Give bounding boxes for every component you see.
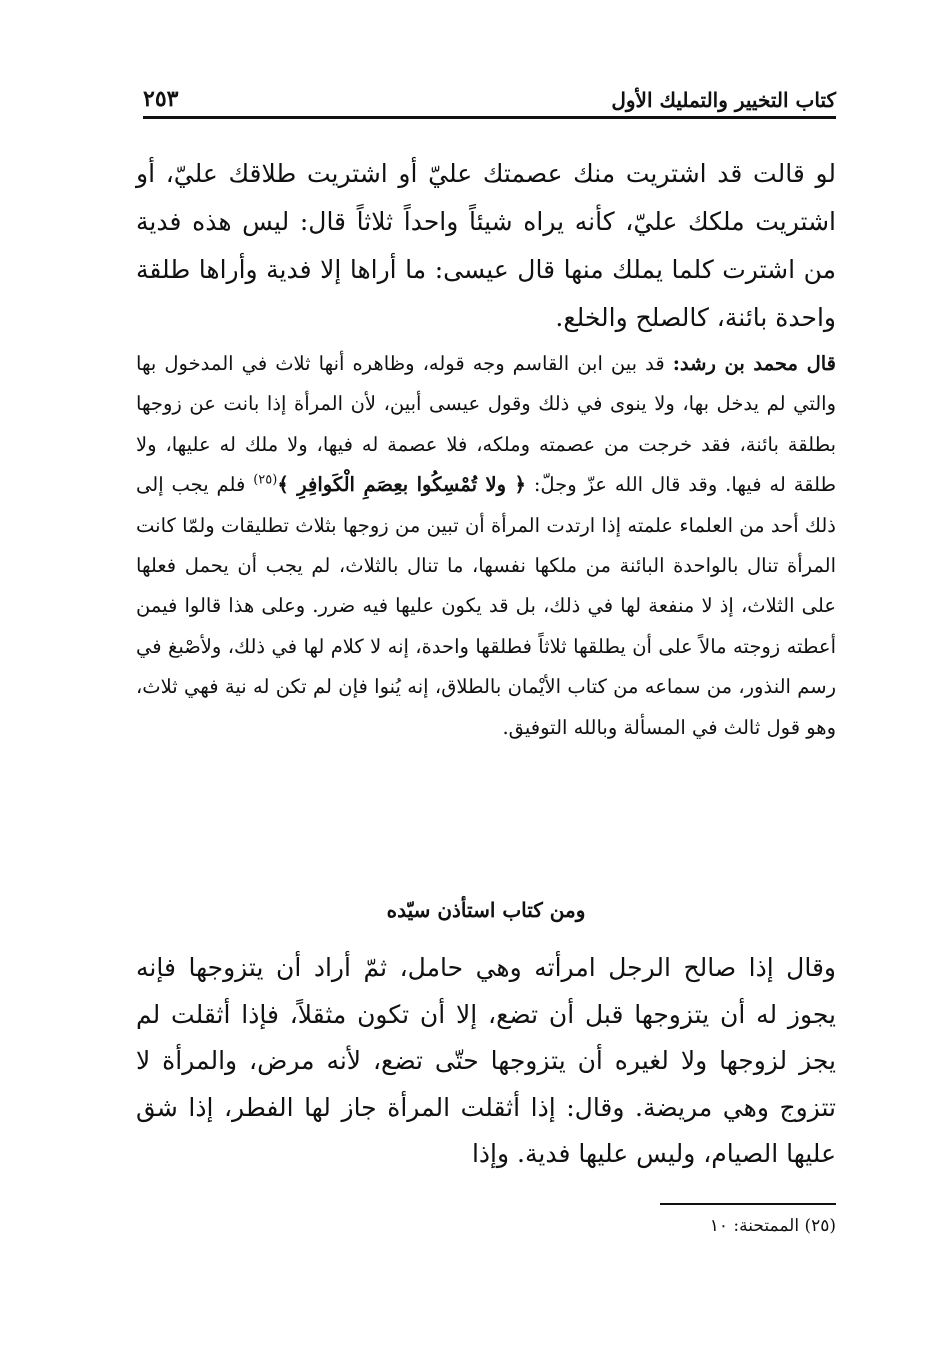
footnote-rule bbox=[660, 1203, 836, 1205]
section-heading: ومن كتاب استأذن سيّده bbox=[386, 898, 586, 922]
header-rule bbox=[143, 116, 836, 119]
page-header bbox=[143, 78, 836, 112]
paragraph-3: وقال إذا صالح الرجل امرأته وهي حامل، ثمّ أراد أن يتزوجها فإنه يجوز له أن يتزوجها قبل أن تضع، إلا أن تكون مثقلاً، فإذا أثقلت لم يجز لزوجها ولا لغيره أن يتزوجها حتّى تضع، لأنه مرض، والمرأة لا تتزوج وهي مريضة. وقال: إذا أثقلت المرأة جاز لها الفطر، إذا شق عليها الصيام، وليس عليها فدية. وإذا bbox=[136, 953, 836, 1168]
paragraph-2-text-b: فلم يجب إلى ذلك أحد من العلماء علمته إذا ارتدت المرأة أن تبين من زوجها بثلاث تطليقات ولمّا كانت المرأة تنال بالواحدة البائنة من ملكها نفسها، ما تنال بالثلاث، لم يجب أن يحمل فعلها على الثلاث، إذ لا منفعة لها في ذلك، بل قد يكون عليها فيه ضرر. وعلى هذا قالوا فيمن أعطته زوجته مالاً على أن يطلقها ثلاثاً فطلقها واحدة، إنه لا كلام لها في ذلك، ولأصْبغ في رسم النذور، من سماعه من كتاب الأيْمان بالطلاق، إنه يُنوا فإن لم تكن له نية فهي ثلاث، وهو قول ثالث في المسألة وبالله التوفيق. bbox=[136, 473, 836, 739]
page-number: ٢٥٣ bbox=[143, 86, 179, 112]
paragraph-2-text-a: قد بين ابن القاسم وجه قوله، وظاهره أنها ثلاث في المدخول بها والتي لم يدخل بها، ولا ينوى في ذلك وقول عيسى أبين، لأن المرأة إذا بانت عن زوجها بطلقة بائنة، فقد خرجت من عصمته وملكه، فلا عصمة له فيها، ولا ملك له عليها، ولا طلقة له فيها. وقد قال الله عزّ وجلّ: bbox=[136, 352, 836, 497]
speaker-label: قال محمد بن رشد: bbox=[672, 352, 836, 375]
paragraph-1: لو قالت قد اشتريت منك عصمتك عليّ أو اشتريت طلاقك عليّ، أو اشتريت ملكك عليّ، كأنه يراه شيئاً واحداً ثلاثاً قال: ليس هذه فدية من اشترت كلما يملك منها قال عيسى: ما أراها إلا فدية وأراها طلقة واحدة بائنة، كالصلح والخلع. bbox=[136, 159, 836, 332]
running-title: كتاب التخيير والتمليك الأول bbox=[611, 88, 836, 112]
footnote-reference: (٢٥) bbox=[253, 472, 278, 488]
footnote: (٢٥) الممتحنة: ١٠ bbox=[709, 1216, 836, 1236]
quran-quote: ﴿ ولا تُمْسِكُوا بعِصَمِ الْكَوافِرِ ﴾ bbox=[277, 473, 526, 497]
paragraph-2 bbox=[136, 344, 836, 748]
